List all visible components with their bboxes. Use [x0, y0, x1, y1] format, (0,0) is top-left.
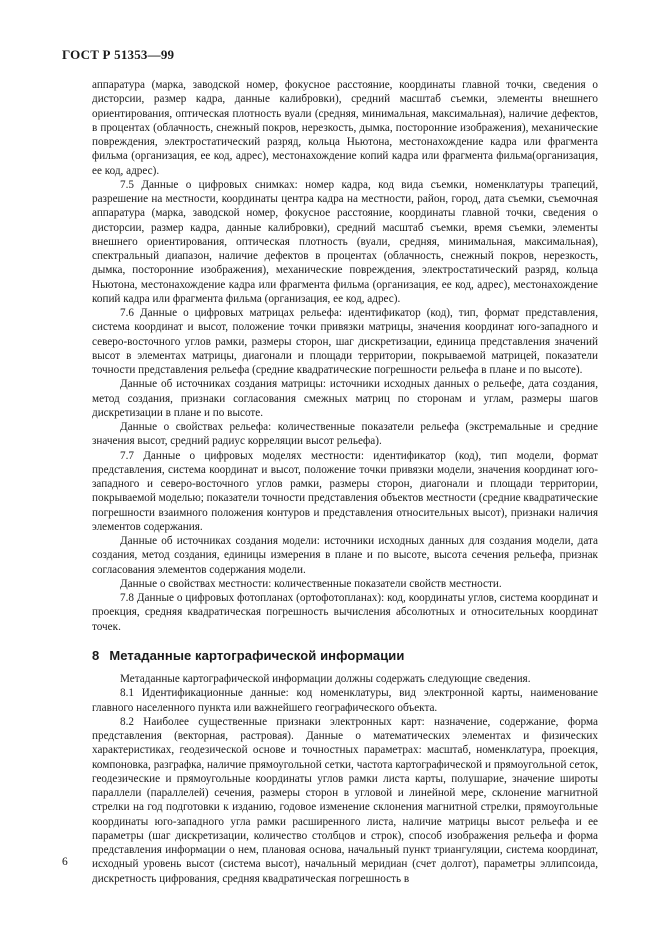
- section-title: Метаданные картографической информации: [109, 647, 405, 663]
- paragraph: 8.1 Идентификационные данные: код номенклатуры, вид электронной карты, наименование главного населенного пункта или важнейшего географического объекта.: [92, 687, 598, 714]
- paragraph: Данные об источниках создания модели: источники исходных данных для создания модели, дата создания, метод создания, единицы измерения в плане и по высоте, высота сечения рельефа, признак согласования элементов содержания модели.: [92, 535, 598, 576]
- paragraph: 7.6 Данные о цифровых матрицах рельефа: идентификатор (код), тип, формат представления, система координат и высот, положение точки привязки матрицы, значения координат юго-западного и северо-восточного углов рамки, размеры сторон, шаг дискретизации, единица представления значений высот в элементах матрицы, диагонали и площади территории, покрываемой матрицей, показатели точности представления рельефа (средние квадратические погрешности рельефа в плане и по высоте).: [92, 307, 598, 376]
- page-number: 6: [62, 856, 68, 868]
- paragraph: 7.5 Данные о цифровых снимках: номер кадра, код вида съемки, номенклатуры трапеций, разрешение на местности, координаты центра кадра на местности, район, город, дата съемки, съемочная аппаратура (марка, заводской номер, фокусное расстояние, координаты главной точки, сведения о дисторсии, размер кадра, данные калибровки), средний масштаб съемки, время съемки, элементы внешнего ориентирования, оптическая плотность (вуали, средняя, минимальная, максимальная), спектральный диапазон, наличие дефектов в процентах (облачность, снежный покров, нерезкость, дымка, посторонние изображения), механические повреждения, электростатический разряд, кольца Ньютона, местонахождение кадра или фрагмента фильма (организация, ее код, адрес), местонахождение копий кадра или фрагмента фильма (организация, ее код, адрес).: [92, 178, 598, 305]
- paragraph: 8.2 Наиболее существенные признаки электронных карт: назначение, содержание, форма представления (векторная, растровая). Данные о математических элементах и физических характеристиках, геодезической основе и точностных параметрах: масштаб, номенклатура, проекция, компоновка, разграфка, наличие прямоугольной сетки, частота картографической и прямоугольной сеток, геодезические и прямоугольные координаты углов рамки листа карты, полушарие, значение широты параллели (параллелей) сечения, размеры сторон в угловой и линейной мере, склонение магнитной стрелки на год подготовки к изданию, годовое изменение склонения магнитной стрелки, прямоугольные координаты юго-западного угла рамки расширенного листа, наличие матрицы высот рельефа и ее параметры (шаг дискретизации, количество столбцов и строк), способ изображения рельефа и форма представления информации о нем, плановая основа, начальный пункт триангуляции, система координат, исходный уровень высот (система высот), начальный меридиан (счет долгот), параметры эллипсоида, дискретность цифрования, средняя квадратическая погрешность в: [92, 715, 598, 885]
- paragraph: Данные о свойствах рельефа: количественные показатели рельефа (экстремальные и средние значения высот, средний радиус корреляции высот рельефа).: [92, 421, 598, 448]
- section-number: 8: [92, 647, 100, 663]
- paragraph: 7.8 Данные о цифровых фотопланах (ортофотопланах): код, координаты углов, система координат и проекция, средняя квадратическая погрешность вычисления абсолютных и относительных координат точек.: [92, 592, 598, 633]
- paragraph: Метаданные картографической информации должны содержать следующие сведения.: [120, 673, 531, 685]
- paragraph: 7.7 Данные о цифровых моделях местности: идентификатор (код), тип модели, формат представления, система координат и высот, положение точки привязки модели, значения координат юго-западного и северо-восточного углов рамки, размеры сторон, диагонали и площади территории, покрываемой моделью; показатели точности представления объектов местности (средние квадратические погрешности взаимного положения контуров и представления относительных высот), признаки наличия элементов содержания.: [92, 449, 598, 533]
- paragraph: аппаратура (марка, заводской номер, фокусное расстояние, координаты главной точки, сведения о дисторсии, размер кадра, данные калибровки), средний масштаб съемки, элементы внешнего ориентирования, оптическая плотность вуали (средняя, минимальная, максимальная), наличие дефектов, в процентах (облачность, снежный покров, нерезкость, дымка, посторонние изображения), механические повреждения, электростатический разряд, кольца Ньютона, местонахождение кадра или фрагмента фильма (организация, ее код, адрес), местонахождение копий кадра или фрагмента фильма(организация, ее код, адрес).: [92, 79, 598, 177]
- section-paragraph-list: [92, 672, 598, 886]
- section-heading: [92, 649, 598, 663]
- paragraph: Данные о свойствах местности: количественные показатели свойств местности.: [120, 577, 502, 590]
- paragraph-list: [92, 78, 598, 634]
- paragraph: Данные об источниках создания матрицы: источники исходных данных о рельефе, дата создания, метод создания, признаки согласования смежных матриц по сторонам и углам, размеры шагов дискретизации в плане и по высоте.: [92, 378, 598, 419]
- document-body: [92, 78, 598, 886]
- document-header: ГОСТ Р 51353—99: [62, 47, 175, 62]
